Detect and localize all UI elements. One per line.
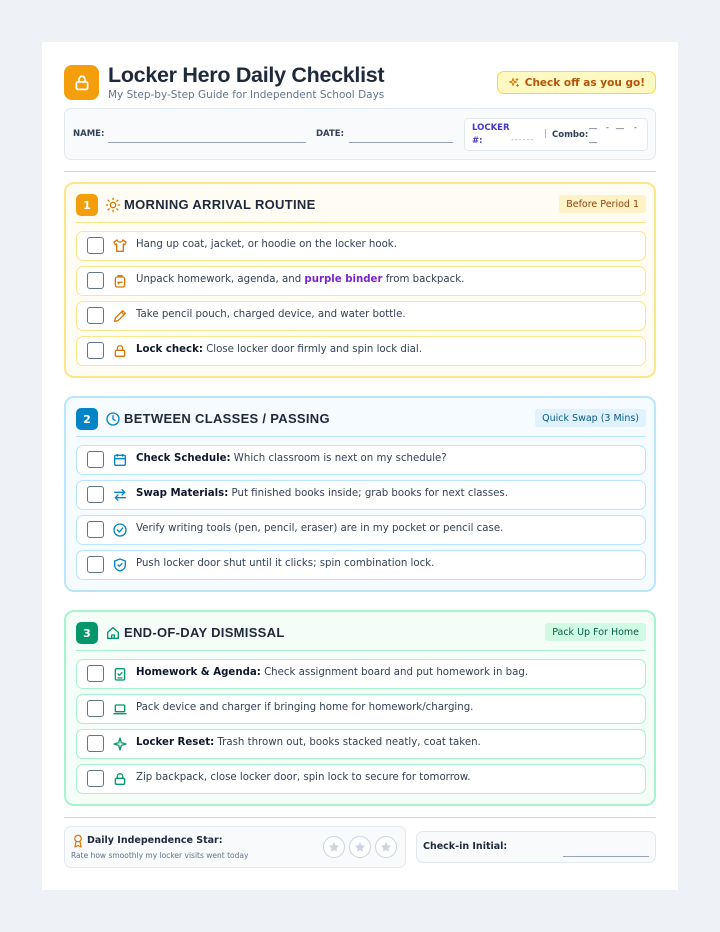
checkbox[interactable] xyxy=(87,521,104,538)
divider xyxy=(64,171,656,172)
section-number: 2 xyxy=(76,408,98,430)
section-title: MORNING ARRIVAL ROUTINE xyxy=(124,197,316,212)
locker-number-label: LOCKER #: xyxy=(472,123,510,146)
item-text: Take pencil pouch, charged device, and water bottle. xyxy=(136,309,406,320)
checkbox[interactable] xyxy=(87,735,104,752)
item-text: Homework & Agenda: Check assignment board and put homework in bag. xyxy=(136,667,529,678)
independence-star-box xyxy=(64,826,406,868)
checkbox[interactable] xyxy=(87,451,104,468)
section-header xyxy=(76,408,646,430)
checkbox[interactable] xyxy=(87,770,104,787)
section-badge: Before Period 1 xyxy=(559,195,646,213)
item-text: Lock check: Close locker door firmly and spin lock dial. xyxy=(136,344,422,355)
swap-icon xyxy=(112,487,128,503)
star-icon xyxy=(328,841,340,853)
clock-icon xyxy=(105,411,121,427)
check-off-badge-label: Check off as you go! xyxy=(524,76,645,89)
checklist-item[interactable] xyxy=(76,764,646,794)
section-morning-arrival xyxy=(64,182,656,378)
star-rating-1[interactable] xyxy=(323,836,345,858)
item-text: Locker Reset: Trash thrown out, books stacked neatly, coat taken. xyxy=(136,737,481,748)
checklist-item[interactable] xyxy=(76,515,646,545)
check-off-badge xyxy=(497,71,656,94)
check-circle-icon xyxy=(112,522,128,538)
shirt-icon xyxy=(112,238,128,254)
name-label: NAME: xyxy=(73,129,105,139)
divider xyxy=(64,817,656,818)
checklist-item[interactable] xyxy=(76,729,646,759)
home-icon xyxy=(105,625,121,641)
item-text: Unpack homework, agenda, and purple binder from backpack. xyxy=(136,274,465,285)
lock-icon xyxy=(112,771,128,787)
checkbox[interactable] xyxy=(87,665,104,682)
checklist-item[interactable] xyxy=(76,336,646,366)
checklist-item[interactable] xyxy=(76,550,646,580)
lock-logo-icon xyxy=(64,65,99,100)
section-title: END-OF-DAY DISMISSAL xyxy=(124,625,285,640)
item-text: Hang up coat, jacket, or hoodie on the locker hook. xyxy=(136,239,397,250)
section-rule xyxy=(76,650,646,651)
award-icon xyxy=(72,834,84,848)
star-icon xyxy=(380,841,392,853)
section-header xyxy=(76,194,646,216)
section-badge: Quick Swap (3 Mins) xyxy=(535,409,646,427)
locker-info-box xyxy=(464,118,648,151)
star-rating-3[interactable] xyxy=(375,836,397,858)
combo-label: Combo: xyxy=(552,130,589,140)
item-text: Zip backpack, close locker door, spin lock to secure for tomorrow. xyxy=(136,772,471,783)
date-field[interactable] xyxy=(349,142,453,143)
shield-check-icon xyxy=(112,557,128,573)
star-icon xyxy=(354,841,366,853)
pencil-icon xyxy=(112,308,128,324)
star-label: Daily Independence Star: xyxy=(87,835,223,846)
checklist-item[interactable] xyxy=(76,301,646,331)
lock-icon xyxy=(112,343,128,359)
combo-sep: - xyxy=(634,123,637,132)
checklist-item[interactable] xyxy=(76,231,646,261)
checkbox[interactable] xyxy=(87,272,104,289)
section-rule xyxy=(76,222,646,223)
combo-field-3[interactable]: __ xyxy=(589,134,597,143)
item-text: Swap Materials: Put finished books inside; grab books for next classes. xyxy=(136,488,508,499)
section-rule xyxy=(76,436,646,437)
checklist-item[interactable] xyxy=(76,659,646,689)
section-between-classes xyxy=(64,396,656,592)
page-title: Locker Hero Daily Checklist xyxy=(108,63,385,87)
header xyxy=(64,64,656,104)
checkbox[interactable] xyxy=(87,556,104,573)
checklist-item[interactable] xyxy=(76,480,646,510)
checkbox[interactable] xyxy=(87,700,104,717)
section-header xyxy=(76,622,646,644)
combo-sep: - xyxy=(606,123,609,132)
star-rating-2[interactable] xyxy=(349,836,371,858)
info-fields xyxy=(64,108,656,160)
separator: | xyxy=(544,129,548,139)
clipboard-check-icon xyxy=(112,666,128,682)
laptop-icon xyxy=(112,701,128,717)
backpack-icon xyxy=(112,273,128,289)
highlight-text: purple binder xyxy=(304,274,383,285)
locker-number-field[interactable]: ------ xyxy=(511,135,535,144)
checklist-item[interactable] xyxy=(76,445,646,475)
item-text: Push locker door shut until it clicks; spin combination lock. xyxy=(136,558,435,569)
section-number: 1 xyxy=(76,194,98,216)
checkbox[interactable] xyxy=(87,342,104,359)
item-text: Check Schedule: Which classroom is next on my schedule? xyxy=(136,453,447,464)
checklist-item[interactable] xyxy=(76,266,646,296)
combo-field-1[interactable]: __ xyxy=(589,120,597,129)
checklist-item[interactable] xyxy=(76,694,646,724)
check-in-initial-field[interactable] xyxy=(563,856,649,857)
checkbox[interactable] xyxy=(87,486,104,503)
name-field[interactable] xyxy=(108,142,306,143)
checkbox[interactable] xyxy=(87,307,104,324)
check-in-label: Check-in Initial: xyxy=(423,841,508,852)
date-label: DATE: xyxy=(316,129,344,139)
section-end-of-day xyxy=(64,610,656,806)
star-subtitle: Rate how smoothly my locker visits went today xyxy=(71,851,249,860)
checkbox[interactable] xyxy=(87,237,104,254)
page-subtitle: My Step-by-Step Guide for Independent School Days xyxy=(108,89,385,101)
sparkle-icon xyxy=(112,736,128,752)
item-text: Pack device and charger if bringing home for homework/charging. xyxy=(136,702,474,713)
section-badge: Pack Up For Home xyxy=(545,623,646,641)
section-title: BETWEEN CLASSES / PASSING xyxy=(124,411,330,426)
section-number: 3 xyxy=(76,622,98,644)
item-text: Verify writing tools (pen, pencil, eraser) are in my pocket or pencil case. xyxy=(136,523,504,534)
check-in-box xyxy=(416,831,656,863)
checklist-page xyxy=(42,42,678,890)
sparkle-icon xyxy=(508,77,520,89)
calendar-icon xyxy=(112,452,128,468)
sun-icon xyxy=(105,197,121,213)
combo-field-2[interactable]: __ xyxy=(616,120,624,129)
